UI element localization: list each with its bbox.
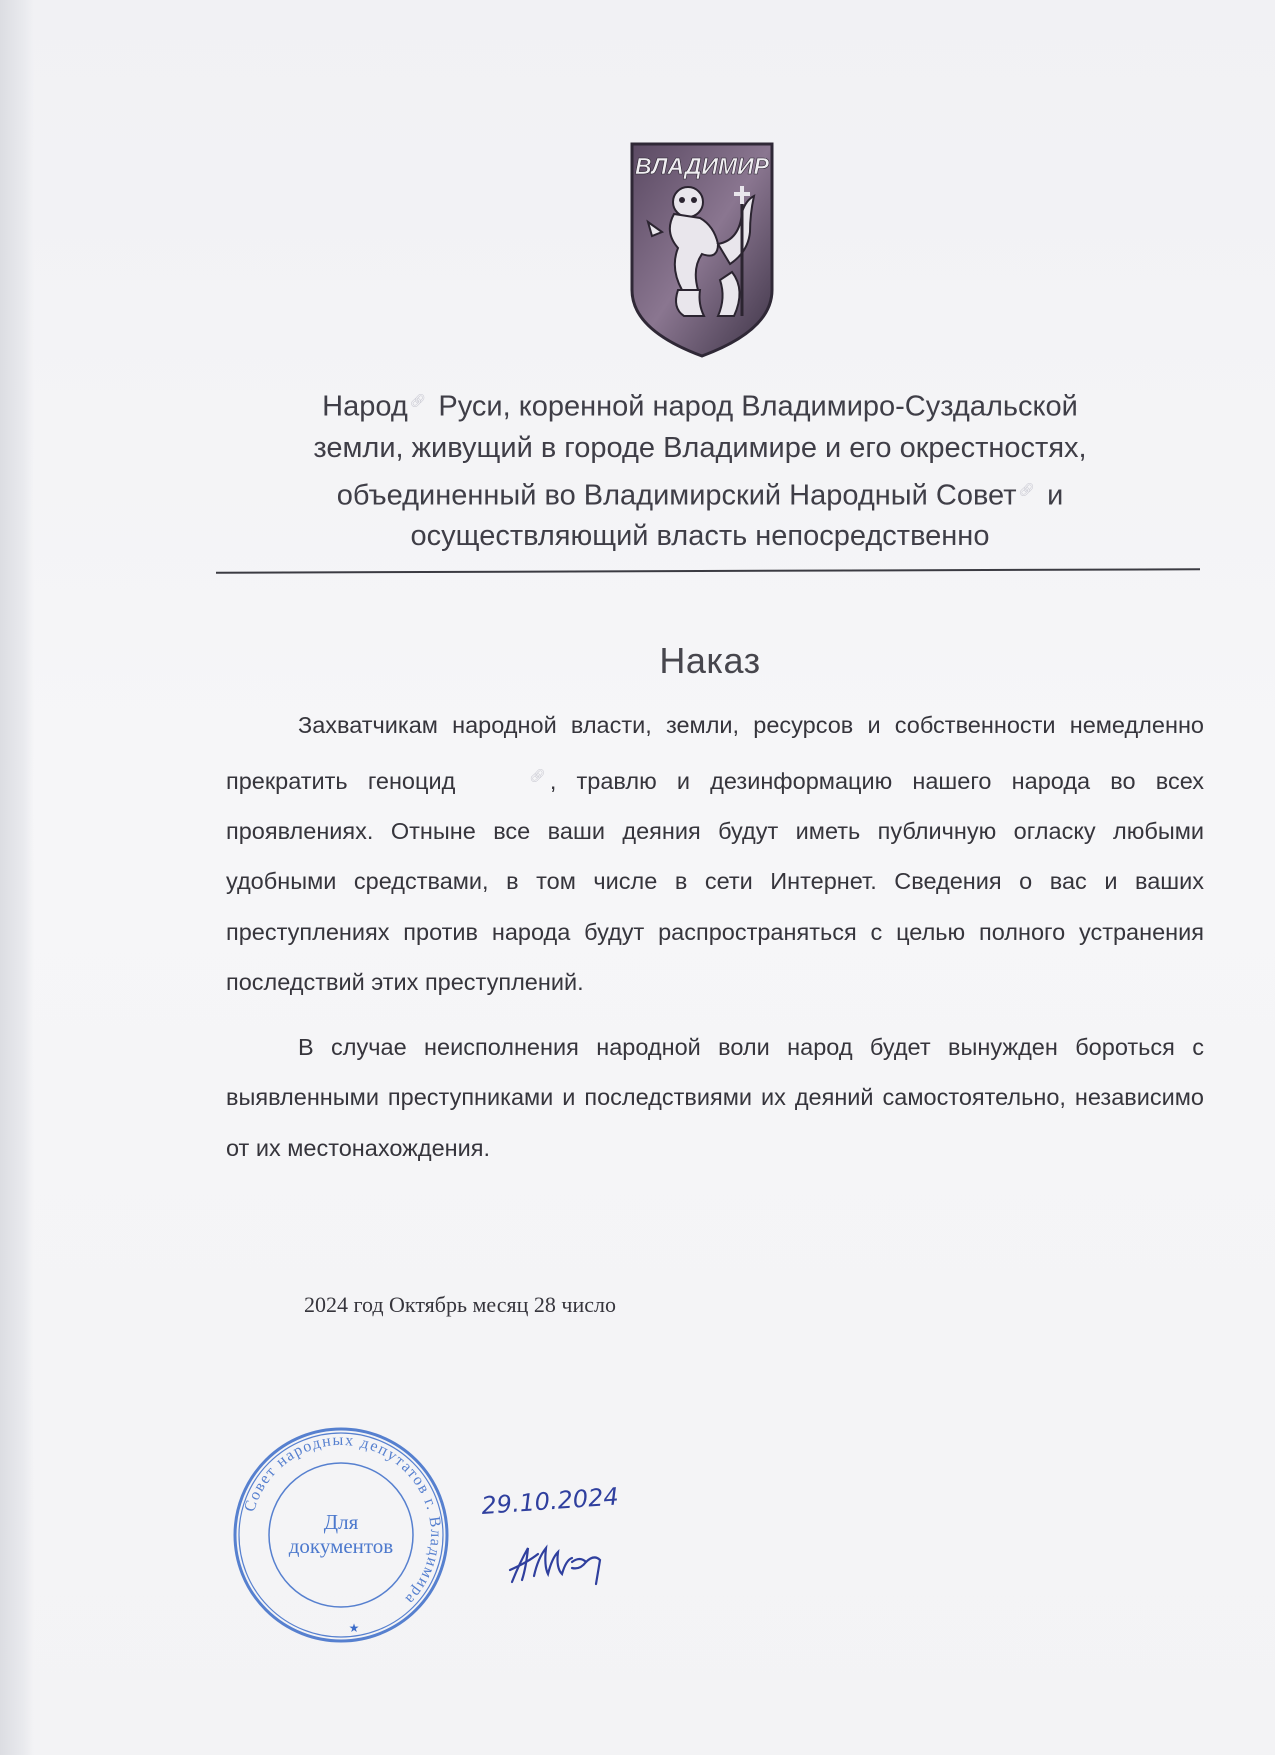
stamp-ring-text: Совет народных депутатов г. Владимира (241, 1431, 445, 1609)
header-divider (216, 568, 1200, 573)
official-stamp (226, 1425, 456, 1645)
document-title: Наказ (659, 640, 761, 681)
stamp-star-icon: ★ (348, 1621, 360, 1635)
header-line-4: осуществляющий власть непосредственно (410, 520, 990, 553)
header-line-2: земли, живущий в городе Владимире и его окрестностях, (313, 431, 1087, 464)
handwritten-date: 29.10.2024 (480, 1482, 620, 1520)
coat-of-arms-logo (622, 140, 782, 360)
stamp-center-line-1: Для (323, 1510, 359, 1534)
header-line-3a: объединенный во Владимирский Народный Совет (336, 479, 1017, 512)
document-body (226, 700, 1204, 1187)
issuer-header (200, 380, 1200, 557)
handwritten-signature-block (476, 1476, 656, 1596)
link-icon: 🔗︎ (409, 393, 427, 408)
document-date: 2024 год Октябрь месяц 28 число (304, 1292, 616, 1317)
paragraph-1-part-2: , травлю и дезинформацию нашего народа во всех проявлениях. Отныне все ваши деяния будут иметь публичную огласку любыми удобными средствами, в том числе в сети Интернет. Сведения о вас и ваших преступлениях против народа будут распространяться с целью полного устранения последствий этих преступлений. (226, 767, 1204, 996)
paragraph-1 (226, 700, 1204, 1008)
paragraph-2: В случае неисполнения народной воли народ будет вынужден бороться с выявленными преступниками и последствиями их деяний самостоятельно, независимо от их местонахождения. (226, 1033, 1204, 1161)
paragraph-1-part-1: Захватчикам народной власти, земли, ресурсов и собственности немедленно прекратить геноцид (226, 712, 1204, 794)
stamp-center-line-2: документов (288, 1534, 394, 1558)
coat-of-arms-label: ВЛАДИМИР (634, 153, 770, 179)
scan-shadow (0, 0, 34, 1755)
link-icon: 🔗︎ (1018, 481, 1036, 497)
header-line-3b: и (1047, 479, 1064, 512)
header-line-1b: Руси, коренной народ Владимиро-Суздальской (438, 390, 1078, 423)
link-icon: 🔗︎ (529, 767, 546, 783)
header-line-1a: Народ (322, 390, 408, 423)
signature-icon (510, 1548, 600, 1584)
